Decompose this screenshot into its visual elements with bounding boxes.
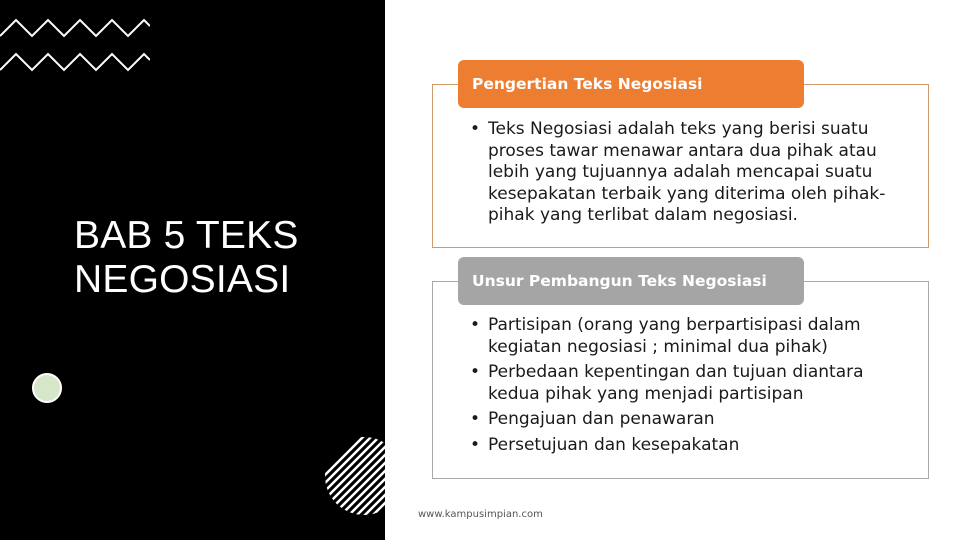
green-dot-decoration (32, 373, 62, 403)
footer-url: www.kampusimpian.com (418, 509, 543, 520)
list-item: • Perbedaan kepentingan dan tujuan diantara kedua pihak yang menjadi partisipan (468, 362, 888, 405)
slide-title (74, 214, 374, 302)
elements-heading: Unsur Pembangun Teks Negosiasi (458, 257, 804, 305)
list-item: • Pengajuan dan penawaran (468, 409, 888, 431)
list-item: • Persetujuan dan kesepakatan (468, 435, 888, 457)
striped-circle-decoration (324, 436, 385, 516)
elements-list (468, 315, 888, 460)
definition-heading: Pengertian Teks Negosiasi (458, 60, 804, 108)
list-item: • Partisipan (orang yang berpartisipasi dalam kegiatan negosiasi ; minimal dua pihak) (468, 315, 888, 358)
list-item: • Teks Negosiasi adalah teks yang berisi suatu proses tawar menawar antara dua pihak atau lebih yang tujuannya adalah mencapai suatu kesepakatan terbaik yang diterima oleh pihak-pihak yang terlibat dalam negosiasi. (468, 119, 888, 227)
slide-title-line-1: BAB 5 TEKS (74, 214, 299, 257)
slide-title-line-2: NEGOSIASI (74, 258, 291, 301)
definition-list (468, 119, 888, 231)
zigzag-decoration (0, 14, 150, 74)
title-panel (0, 0, 385, 540)
